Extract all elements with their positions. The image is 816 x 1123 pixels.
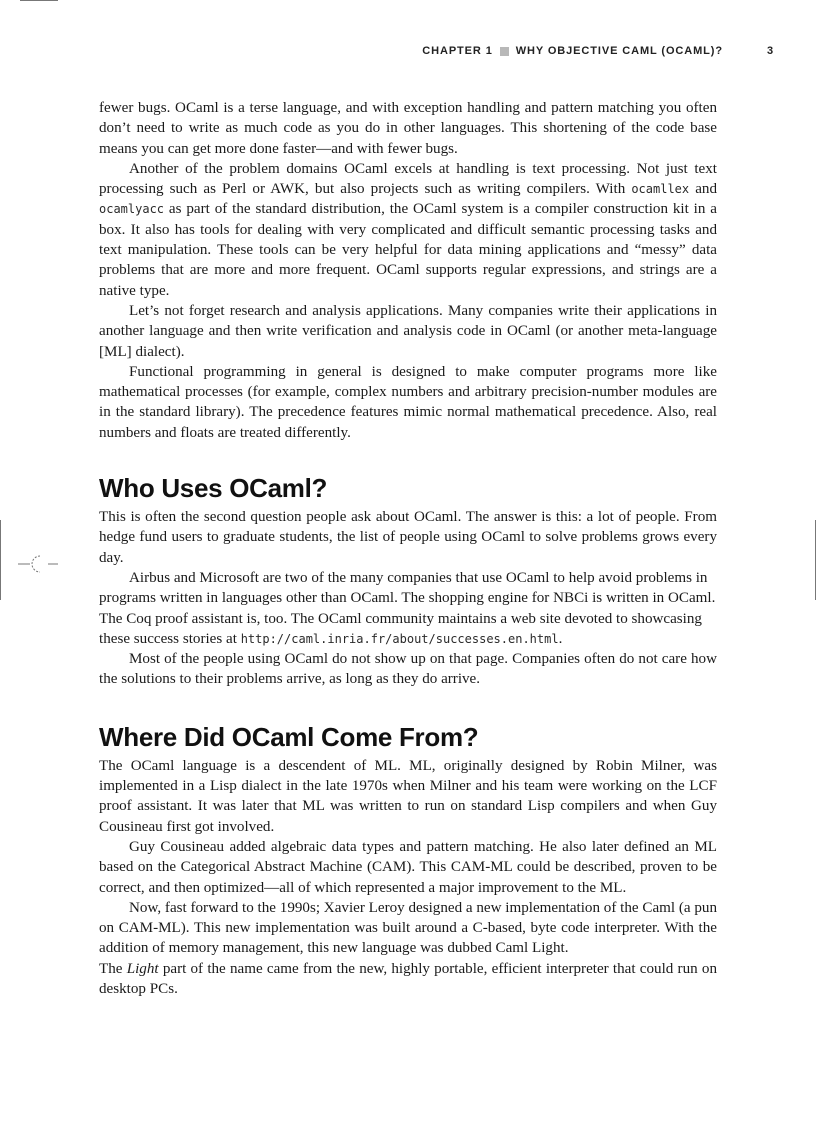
paragraph-text: and — [689, 181, 717, 198]
paragraph-text: Most of the people using OCaml do not show up on that page. Companies often do not care how the solutions to their problems arrive, as long as they do arrive. — [99, 651, 717, 688]
paragraph — [99, 362, 717, 443]
paragraph — [99, 568, 717, 649]
paragraph-text: part of the name came from the new, highly portable, efficient interpreter that could run on desktop PCs. — [99, 960, 717, 997]
crop-mark-top — [20, 0, 58, 1]
paragraph — [99, 837, 717, 898]
paragraph — [99, 301, 717, 362]
paragraph-text: fewer bugs. OCaml is a terse language, and with exception handling and pattern matching you often don’t need to write as much code as you do in other languages. This shortening of the code base means you can get more done faster—and with fewer bugs. — [99, 100, 717, 157]
square-bullet-icon — [500, 47, 509, 56]
paragraph-text: The — [99, 960, 127, 977]
emphasis-text: Light — [126, 960, 159, 977]
paragraph-text: Let’s not forget research and analysis applications. Many companies write their applications in another language and then write verification and analysis code in OCaml (or another meta-language [ML] dialect). — [99, 302, 717, 360]
crop-mark-left — [0, 520, 1, 600]
paragraph — [99, 159, 717, 301]
paragraph-text: This is often the second question people ask about OCaml. The answer is this: a lot of people. From hedge fund users to graduate students, the list of people using OCaml to solve problems grows every day. — [99, 509, 717, 566]
chapter-label: CHAPTER 1 — [422, 45, 493, 57]
paragraph-text: . — [558, 630, 563, 647]
paragraph-text: The OCaml language is a descendent of ML. ML, originally designed by Robin Milner, was implemented in a Lisp dialect in the late 1970s when Milner and his team were working on the LCF proof assistant. It was later that ML was written to run on standard Lisp compilers and when Guy Cousineau first got involved. — [99, 757, 717, 835]
paragraph — [99, 98, 717, 159]
paragraph — [99, 959, 717, 1000]
paragraph — [99, 898, 717, 959]
main-content — [99, 98, 717, 999]
inline-code: ocamllex — [631, 182, 690, 197]
inline-code: ocamlyacc — [99, 202, 165, 217]
inline-code-url: http://caml.inria.fr/about/successes.en.html — [240, 631, 559, 646]
paragraph-text: Guy Cousineau added algebraic data types and pattern matching. He also later defined an ML based on the Categorical Abstract Machine (CAM). This CAM-ML could be described, proven to be correct, and then optimized—all of which represented a major improvement to the ML. — [99, 838, 717, 896]
paragraph — [99, 507, 717, 568]
section-heading: Where Did OCaml Come From? — [99, 721, 479, 752]
paragraph-text: as part of the standard distribution, the OCaml system is a compiler construction kit in a box. It also has tools for dealing with very complicated and difficult semantic processing tasks and text manipulation. These tools can be very helpful for data mining applications and “messy” data problems that are more and more frequent. OCaml supports regular expressions, and strings are a native type. — [99, 201, 717, 299]
paragraph — [99, 649, 717, 690]
paragraph-text: Another of the problem domains OCaml excels at handling is text processing. Not just text processing such as Perl or AWK, but also projects such as writing compilers. With — [99, 160, 717, 198]
registration-mark-icon — [18, 552, 58, 576]
chapter-title: WHY OBJECTIVE CAML (OCAML)? — [515, 45, 723, 57]
page-number: 3 — [766, 45, 774, 57]
running-header — [100, 42, 774, 60]
paragraph — [99, 756, 717, 837]
paragraph-text: Now, fast forward to the 1990s; Xavier Leroy designed a new implementation of the Caml (a pun on CAM-ML). This new implementation was built around a C-based, byte code interpreter. With the addition of memory management, this new language was dubbed Caml Light. — [99, 899, 717, 957]
section-heading: Who Uses OCaml? — [99, 473, 328, 504]
paragraph-text: Functional programming in general is designed to make computer programs more like mathematical processes (for example, complex numbers and arbitrary precision-number modules are in the standard library). The precedence features mimic normal mathematical precedence. Also, real numbers and floats are treated differently. — [99, 363, 717, 441]
paragraph-text: Airbus and Microsoft are two of the many companies that use OCaml to help avoid problems in programs written in languages other than OCaml. The shopping engine for NBCi is written in OCaml. The Coq proof assistant is, too. The OCaml community maintains a web site devoted to showcasing these success stories at — [99, 569, 716, 647]
